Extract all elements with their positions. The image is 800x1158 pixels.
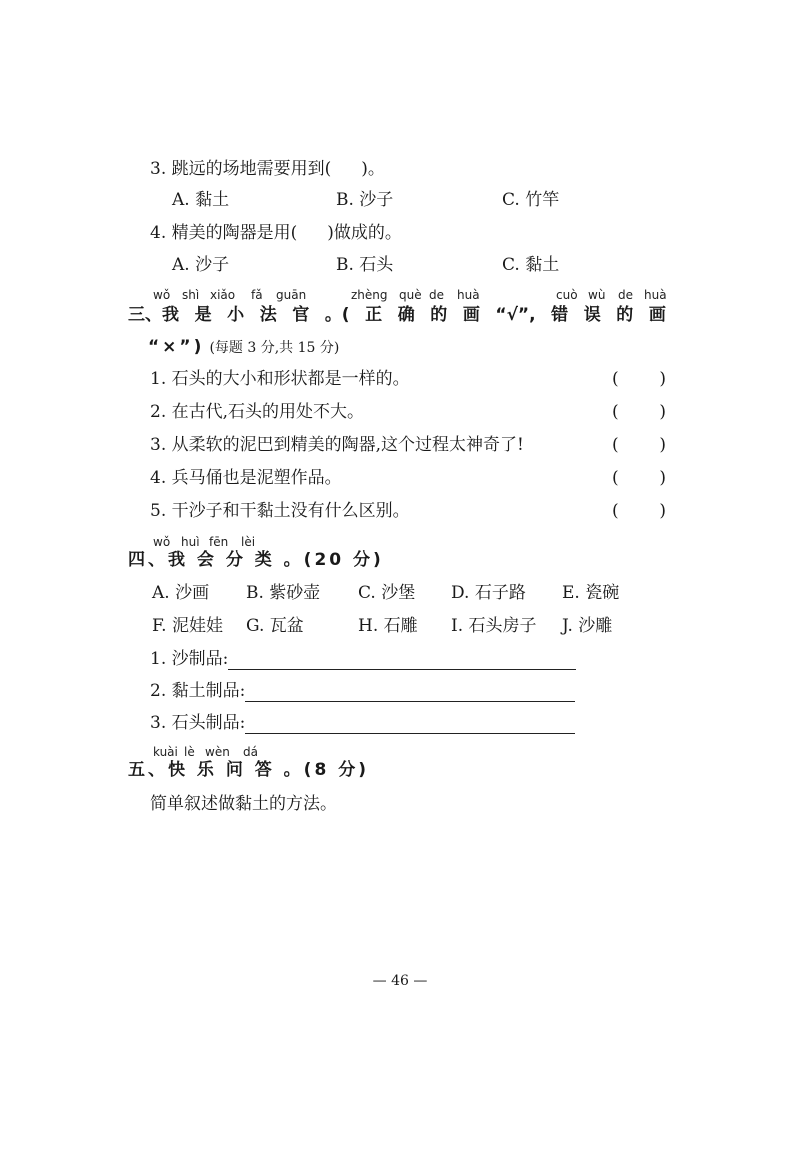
heading-segment: 是 [194, 305, 212, 325]
paren-close: ) [659, 369, 666, 389]
question-3-option-a: A. 黏土 [172, 190, 230, 210]
fill-label: 1. 沙制品: [150, 649, 229, 669]
answer-paren [612, 368, 666, 390]
heading-segment: 错 [551, 305, 569, 325]
classify-option-c: C. 沙堡 [358, 583, 416, 603]
classify-option-a: A. 沙画 [152, 583, 210, 603]
pinyin: kuài [153, 745, 178, 759]
fill-label: 3. 石头制品: [150, 713, 246, 733]
pinyin: què [399, 288, 422, 302]
paren-open: ( [612, 468, 619, 488]
heading-segment: 的 [616, 305, 634, 325]
classify-option-e: E. 瓷碗 [562, 583, 620, 603]
section-3-heading-line2 [148, 336, 339, 358]
fill-row-clay [150, 680, 575, 702]
pinyin: dá [243, 745, 258, 759]
heading-line2-text: “×”) [148, 337, 205, 357]
judgement-item-3: 3. 从柔软的泥巴到精美的陶器,这个过程太神奇了! [150, 435, 524, 455]
pinyin: huà [457, 288, 480, 302]
answer-paren [612, 500, 666, 522]
pinyin: wǒ [153, 535, 171, 549]
judgement-item-2: 2. 在古代,石头的用处不大。 [150, 402, 365, 422]
heading-segment: 的 [430, 305, 448, 325]
heading-segment: 。( [324, 305, 350, 325]
question-4-option-b: B. 石头 [336, 255, 394, 275]
question-4-option-c: C. 黏土 [502, 255, 560, 275]
answer-line[interactable] [228, 653, 576, 670]
answer-line[interactable] [245, 685, 575, 702]
question-3-stem-text: 3. 跳远的场地需要用到( [150, 159, 332, 179]
fill-row-sand [150, 648, 576, 670]
pinyin: lè [184, 745, 195, 759]
heading-segment: 正 [365, 305, 383, 325]
pinyin: wǒ [153, 288, 171, 302]
heading-segment: 法 [259, 305, 277, 325]
pinyin: lèi [241, 535, 256, 549]
judgement-item-4: 4. 兵马俑也是泥塑作品。 [150, 468, 342, 488]
section-4-heading: 四、我 会 分 类 。(20 分) [128, 550, 384, 570]
judgement-item-5: 5. 干沙子和干黏土没有什么区别。 [150, 501, 410, 521]
pinyin: xiǎo [210, 288, 236, 302]
question-3-stem-end: )。 [361, 159, 385, 179]
heading-segment: 确 [397, 305, 415, 325]
pinyin: wèn [205, 745, 230, 759]
question-4-option-a: A. 沙子 [172, 255, 230, 275]
question-3-option-c: C. 竹竿 [502, 190, 560, 210]
paren-close: ) [659, 501, 666, 521]
heading-segment: 误 [583, 305, 601, 325]
pinyin: huì [181, 535, 200, 549]
pinyin: guān [276, 288, 307, 302]
paren-open: ( [612, 369, 619, 389]
pinyin: de [429, 288, 444, 302]
pinyin: cuò [556, 288, 578, 302]
judgement-item-1: 1. 石头的大小和形状都是一样的。 [150, 369, 410, 389]
pinyin: de [618, 288, 633, 302]
pinyin: huà [644, 288, 667, 302]
pinyin: shì [182, 288, 200, 302]
heading-segment: 画 [462, 305, 480, 325]
page-number: — 46 — [372, 973, 428, 989]
section-5-heading: 五、快 乐 问 答 。(8 分) [128, 760, 369, 780]
heading-segment: 官 [292, 305, 310, 325]
classify-option-h: H. 石雕 [358, 616, 418, 636]
paren-open: ( [612, 501, 619, 521]
pinyin: zhèng [351, 288, 388, 302]
paren-open: ( [612, 435, 619, 455]
question-3-stem [150, 158, 385, 180]
fill-label: 2. 黏土制品: [150, 681, 246, 701]
pinyin: wù [588, 288, 606, 302]
answer-paren [612, 401, 666, 423]
heading-segment: 画 [648, 305, 666, 325]
fill-row-stone [150, 712, 575, 734]
answer-line[interactable] [245, 717, 575, 734]
question-3-option-b: B. 沙子 [336, 190, 394, 210]
question-4-stem-text: 4. 精美的陶器是用( [150, 223, 298, 243]
paren-close: ) [659, 402, 666, 422]
heading-segment: 三、我 [128, 305, 179, 325]
classify-option-d: D. 石子路 [451, 583, 526, 603]
section-5-prompt: 简单叙述做黏土的方法。 [150, 794, 337, 814]
heading-segment: 小 [227, 305, 245, 325]
question-4-stem-end: )做成的。 [327, 223, 402, 243]
classify-option-g: G. 瓦盆 [246, 616, 304, 636]
classify-option-f: F. 泥娃娃 [152, 616, 223, 636]
classify-option-b: B. 紫砂壶 [246, 583, 321, 603]
pinyin: fēn [209, 535, 229, 549]
paren-close: ) [659, 435, 666, 455]
pinyin: fǎ [251, 288, 263, 302]
classify-option-j: J. 沙雕 [562, 616, 613, 636]
answer-paren [612, 434, 666, 456]
answer-paren [612, 467, 666, 489]
classify-option-i: I. 石头房子 [451, 616, 537, 636]
paren-close: ) [659, 468, 666, 488]
section-3-heading [128, 304, 666, 326]
paren-open: ( [612, 402, 619, 422]
question-4-stem [150, 222, 402, 244]
heading-segment: “√”, [495, 305, 536, 325]
scoring-note: (每题 3 分,共 15 分) [209, 340, 340, 356]
